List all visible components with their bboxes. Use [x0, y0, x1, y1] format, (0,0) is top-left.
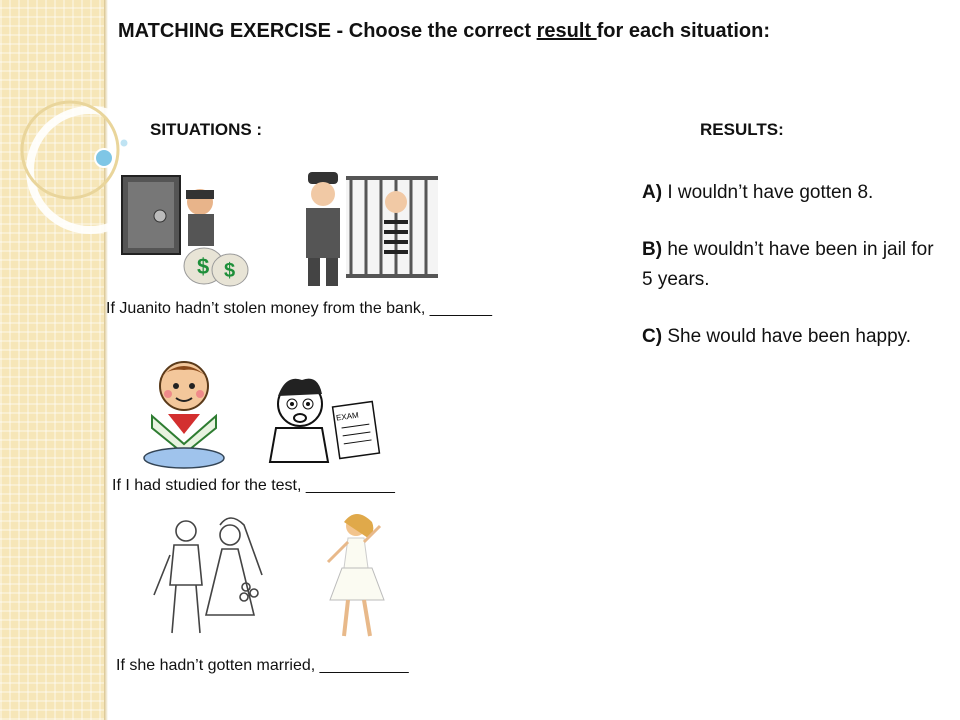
result-c-text: She would have been happy. — [662, 326, 912, 347]
wedding-couple-illustration — [150, 515, 270, 640]
result-b-letter: B) — [642, 239, 663, 260]
result-b-text: he wouldn’t have been in jail for 5 years. — [642, 239, 934, 290]
situations-heading: SITUATIONS : — [150, 120, 263, 139]
title-underlined: result — [536, 20, 597, 42]
jail-illustration — [296, 170, 442, 292]
result-a-text: I wouldn’t have gotten 8. — [662, 182, 874, 203]
boy-studying-illustration — [138, 358, 230, 470]
result-c — [642, 322, 942, 352]
result-a-letter: A) — [642, 182, 663, 203]
title-part1: MATCHING EXERCISE — [118, 20, 331, 42]
svg-text:$: $ — [224, 260, 236, 282]
result-c-letter: C) — [642, 326, 663, 347]
situation-prompt-1: If Juanito hadn’t stolen money from the bank, _______ — [106, 300, 493, 317]
result-a — [642, 178, 942, 208]
bubble-icon — [95, 149, 113, 167]
page-title — [118, 20, 770, 43]
title-part2: - Choose the correct — [330, 20, 537, 42]
exam-sheet-label: EXAM — [335, 410, 360, 423]
worried-student-illustration — [262, 368, 388, 464]
results-heading: RESULTS: — [700, 120, 784, 139]
situation-prompt-3: If she hadn’t gotten married, __________ — [116, 657, 409, 674]
title-part3: for each situation: — [596, 20, 770, 42]
situation-prompt-2: If I had studied for the test, __________ — [112, 477, 395, 494]
happy-woman-illustration — [318, 512, 394, 640]
svg-text:$: $ — [197, 254, 210, 279]
thief-safe-illustration — [120, 170, 250, 290]
result-b — [642, 235, 942, 295]
